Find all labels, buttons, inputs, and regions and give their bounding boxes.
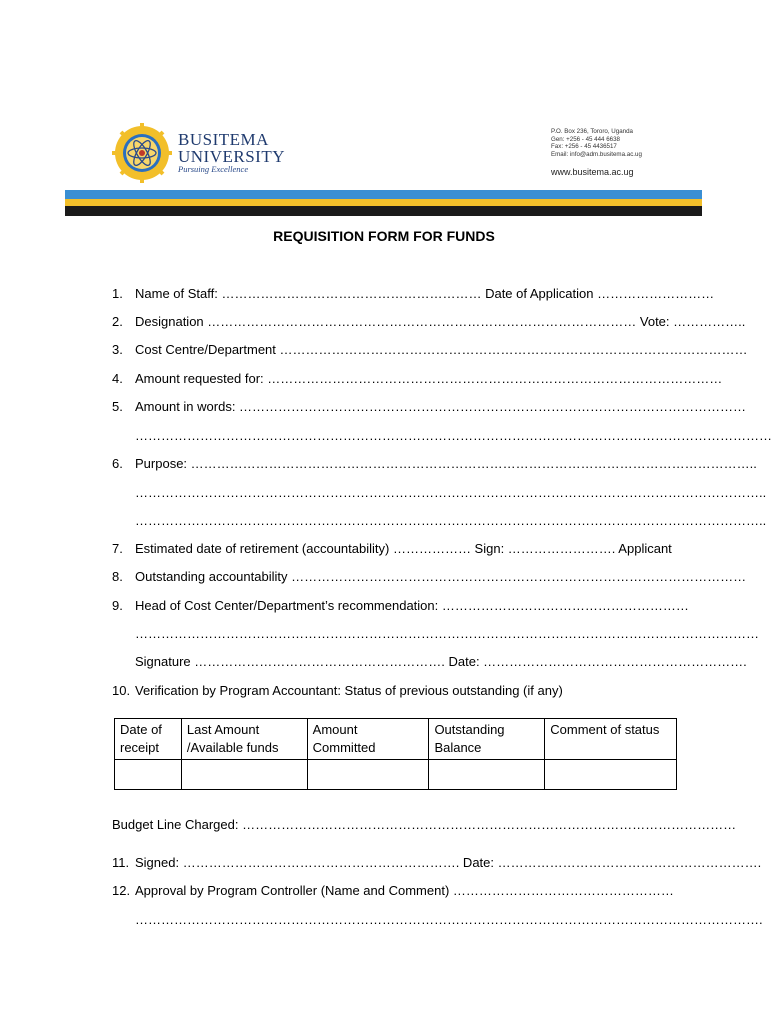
form-item-5-continuation — [135, 428, 772, 444]
contact-block — [551, 128, 642, 158]
stripe-yellow — [65, 199, 702, 206]
form-item-7 — [112, 541, 677, 557]
university-tagline: Pursuing Excellence — [178, 164, 249, 174]
item-text: ……………………………………………………………………………………………………………………………… — [135, 626, 759, 641]
form-item-10 — [112, 683, 677, 699]
item-text: ……………………………………………………………………………………………………………………………….. — [135, 513, 767, 528]
item-number: 3. — [112, 342, 123, 357]
table-cell-empty[interactable] — [429, 760, 545, 790]
item-number: 12. — [112, 883, 131, 898]
table-cell-empty[interactable] — [181, 760, 307, 790]
item-text: Outstanding accountability …………………………………………………………………………………………… — [135, 569, 747, 584]
item-text: Designation ……………………………………………………………………………………… Vote: …………….. — [135, 314, 746, 329]
table-header-row — [115, 719, 677, 760]
university-logo-icon — [112, 123, 172, 183]
item-text: Verification by Program Accountant: Status of previous outstanding (if any) — [135, 683, 563, 698]
item-text: ………………………………………………………………………………………………………………………………. — [135, 912, 763, 927]
form-item-6-continuation-1 — [135, 485, 767, 501]
table-cell-empty[interactable] — [115, 760, 182, 790]
item-number: 10. — [112, 683, 131, 698]
form-item-6 — [112, 456, 757, 472]
form-title: REQUISITION FORM FOR FUNDS — [273, 228, 495, 244]
item-number: 4. — [112, 371, 123, 386]
form-item-9 — [112, 598, 689, 614]
form-item-4 — [112, 371, 723, 387]
website: www.busitema.ac.ug — [551, 167, 634, 177]
item-number: 2. — [112, 314, 123, 329]
item-text: Amount requested for: …………………………………………………………………………………………… — [135, 371, 723, 386]
university-name — [178, 131, 285, 165]
contact-email: Email: info@adm.busitema.ac.ug — [551, 150, 642, 158]
form-item-3 — [112, 342, 748, 358]
item-number: 8. — [112, 569, 123, 584]
form-item-6-continuation-2 — [135, 513, 767, 529]
form-item-11 — [112, 855, 762, 871]
item-text: Estimated date of retirement (accountability) ……………… Sign: ……………………. Applicant — [135, 541, 672, 556]
form-item-1 — [112, 286, 715, 302]
form-item-9-signature — [135, 654, 747, 670]
stripe-black — [65, 206, 702, 216]
item-text: Signature …………………………………………………. Date: ……………………………………………………. — [135, 654, 747, 669]
item-text: Purpose: ………………………………………………………………………………………………………………….. — [135, 456, 757, 471]
item-number: 1. — [112, 286, 123, 301]
contact-fax: Fax: +256 - 45 4436517 — [551, 143, 617, 151]
item-number: 6. — [112, 456, 123, 471]
item-number: 9. — [112, 598, 123, 613]
column-header-amount-committed: Amount Committed — [307, 719, 429, 760]
item-text: Budget Line Charged: …………………………………………………………………………………………………… — [112, 817, 737, 832]
contact-address: P.O. Box 236, Tororo, Uganda — [551, 128, 633, 135]
column-header-last-amount: Last Amount /Available funds — [181, 719, 307, 760]
form-item-12-continuation — [135, 912, 763, 928]
item-text: Name of Staff: …………………………………………………… Date of Application ……………………… — [135, 286, 715, 301]
table-cell-empty[interactable] — [545, 760, 677, 790]
item-text: ………………………………………………………………………………………………………………………………… — [135, 428, 772, 443]
item-text: Approval by Program Controller (Name and Comment) …………………………………………… — [135, 883, 674, 898]
item-number: 11. — [112, 855, 130, 870]
table-cell-empty[interactable] — [307, 760, 429, 790]
form-item-5 — [112, 399, 747, 415]
stripe-blue — [65, 190, 702, 199]
verification-table — [114, 718, 677, 790]
column-header-comment-of-status: Comment of status — [545, 719, 677, 760]
column-header-outstanding-balance: Outstanding Balance — [429, 719, 545, 760]
item-text: ……………………………………………………………………………………………………………………………….. — [135, 485, 767, 500]
contact-phone: Gen: +256 - 45 444 6638 — [551, 135, 620, 143]
column-header-date-of-receipt: Date of receipt — [115, 719, 182, 760]
budget-line-charged — [112, 817, 737, 833]
form-item-12 — [112, 883, 677, 899]
university-name-line1: BUSITEMA — [178, 130, 269, 149]
university-name-line2: UNIVERSITY — [178, 147, 285, 166]
form-item-8 — [112, 569, 747, 585]
form-item-2 — [112, 314, 746, 330]
item-text: Signed: ………………………………………………………. Date: ……………………………………………………. — [135, 855, 762, 870]
form-item-9-continuation — [135, 626, 759, 642]
item-number: 5. — [112, 399, 123, 414]
item-number: 7. — [112, 541, 123, 556]
item-text: Cost Centre/Department ……………………………………………………………………………………………… — [135, 342, 748, 357]
item-text: Amount in words: ……………………………………………………………………………………………………… — [135, 399, 747, 414]
table-row — [115, 760, 677, 790]
letterhead — [65, 118, 702, 218]
item-text: Head of Cost Center/Department’s recommendation: ………………………………………………… — [135, 598, 689, 613]
